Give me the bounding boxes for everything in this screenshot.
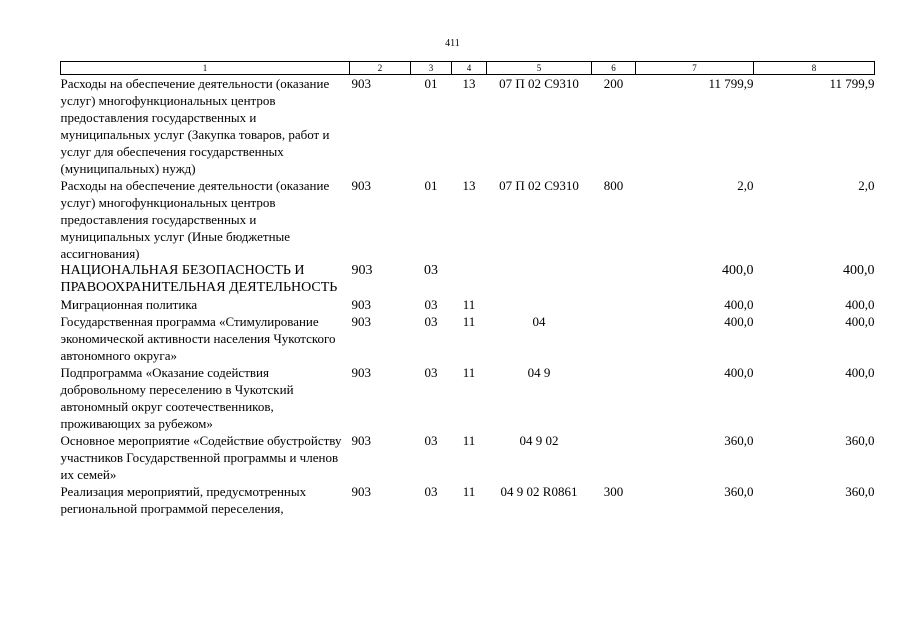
amount-col-7: 2,0 (737, 178, 754, 193)
section-code: 01 (424, 76, 438, 91)
table-row (61, 75, 875, 178)
section-code: 03 (424, 484, 438, 499)
ministry-code: 903 (351, 178, 371, 193)
section-code: 03 (424, 263, 438, 278)
budget-table (60, 61, 875, 517)
subsection-code: 13 (462, 178, 476, 193)
amount-col-8: 2,0 (858, 178, 875, 193)
column-number: 1 (61, 62, 350, 75)
ministry-code: 903 (351, 365, 371, 380)
column-number: 2 (350, 62, 411, 75)
expense-name: Реализация мероприятий, предусмотренных региональной программой переселения, (60, 484, 307, 516)
amount-col-7: 400,0 (724, 314, 754, 329)
expense-name: Подпрограмма «Оказание содействия добровольному переселению в Чукотский автономный округ соотечественников, проживающих за рубежом» (60, 365, 294, 431)
amount-col-8: 400,0 (843, 263, 875, 278)
expense-type-code (592, 432, 636, 483)
expense-type-code (592, 313, 636, 364)
subsection-code: 11 (462, 433, 476, 448)
expense-name: Основное мероприятие «Содействие обустройству участников Государственной программы и членов их семей» (60, 433, 342, 482)
table-row (61, 262, 875, 296)
amount-col-8: 11 799,9 (829, 76, 875, 91)
amount-col-7: 400,0 (724, 297, 754, 312)
section-code: 03 (424, 297, 438, 312)
ministry-code: 903 (351, 314, 371, 329)
amount-col-8: 360,0 (845, 433, 875, 448)
amount-col-8: 400,0 (845, 365, 875, 380)
table-row (61, 296, 875, 313)
expense-name: Государственная программа «Стимулирование экономической активности населения Чукотского автономного округа» (60, 314, 336, 363)
target-article-code (487, 296, 592, 313)
table-body (61, 75, 875, 518)
column-number: 6 (592, 62, 636, 75)
expense-type-code: 800 (603, 178, 624, 193)
expense-name: НАЦИОНАЛЬНАЯ БЕЗОПАСНОСТЬ И ПРАВООХРАНИТЕЛЬНАЯ ДЕЯТЕЛЬНОСТЬ (60, 263, 338, 295)
ministry-code: 903 (351, 433, 371, 448)
ministry-code: 903 (351, 297, 371, 312)
expense-type-code: 300 (603, 484, 624, 499)
amount-col-8: 400,0 (845, 314, 875, 329)
amount-col-7: 360,0 (724, 433, 754, 448)
column-number: 3 (411, 62, 452, 75)
subsection-code: 13 (462, 76, 476, 91)
amount-col-8: 360,0 (845, 484, 875, 499)
section-code: 03 (424, 433, 438, 448)
target-article-code: 07 П 02 С9310 (499, 76, 579, 91)
amount-col-7: 11 799,9 (708, 76, 754, 91)
expense-type-code (592, 364, 636, 432)
section-code: 03 (424, 314, 438, 329)
amount-col-7: 360,0 (724, 484, 754, 499)
section-code: 01 (424, 178, 438, 193)
table-row (61, 364, 875, 432)
column-number: 4 (452, 62, 487, 75)
amount-col-7: 400,0 (724, 365, 754, 380)
target-article-code: 04 (532, 314, 546, 329)
column-number: 8 (754, 62, 875, 75)
subsection-code: 11 (462, 297, 476, 312)
subsection-code: 11 (462, 484, 476, 499)
amount-col-7: 400,0 (722, 263, 754, 278)
column-number: 5 (487, 62, 592, 75)
subsection-code: 11 (462, 314, 476, 329)
expense-type-code (592, 262, 636, 296)
subsection-code (452, 262, 487, 296)
target-article-code: 04 9 02 (519, 433, 559, 448)
expense-name: Расходы на обеспечение деятельности (оказание услуг) многофункциональных центров предоставления государственных и муниципальных услуг (Закупка товаров, работ и услуг для обеспечения государственных (муниципальных) нужд) (60, 76, 330, 176)
expense-name: Расходы на обеспечение деятельности (оказание услуг) многофункциональных центров предоставления государственных и муниципальных услуг (Иные бюджетные ассигнования) (60, 178, 330, 261)
ministry-code: 903 (351, 76, 371, 91)
target-article-code (487, 262, 592, 296)
table-row (61, 432, 875, 483)
column-number: 7 (636, 62, 754, 75)
target-article-code: 04 9 (527, 365, 551, 380)
expense-type-code: 200 (603, 76, 624, 91)
page-number: 411 (445, 38, 460, 49)
subsection-code: 11 (462, 365, 476, 380)
target-article-code: 04 9 02 R0861 (500, 484, 578, 499)
amount-col-8: 400,0 (845, 297, 875, 312)
table-header (61, 62, 875, 75)
ministry-code: 903 (351, 484, 371, 499)
table-row (61, 483, 875, 517)
expense-name: Миграционная политика (60, 297, 198, 312)
section-code: 03 (424, 365, 438, 380)
table-row (61, 313, 875, 364)
expense-type-code (592, 296, 636, 313)
column-number-row (61, 62, 875, 75)
table-row (61, 177, 875, 262)
target-article-code: 07 П 02 С9310 (499, 178, 579, 193)
ministry-code: 903 (351, 263, 373, 278)
